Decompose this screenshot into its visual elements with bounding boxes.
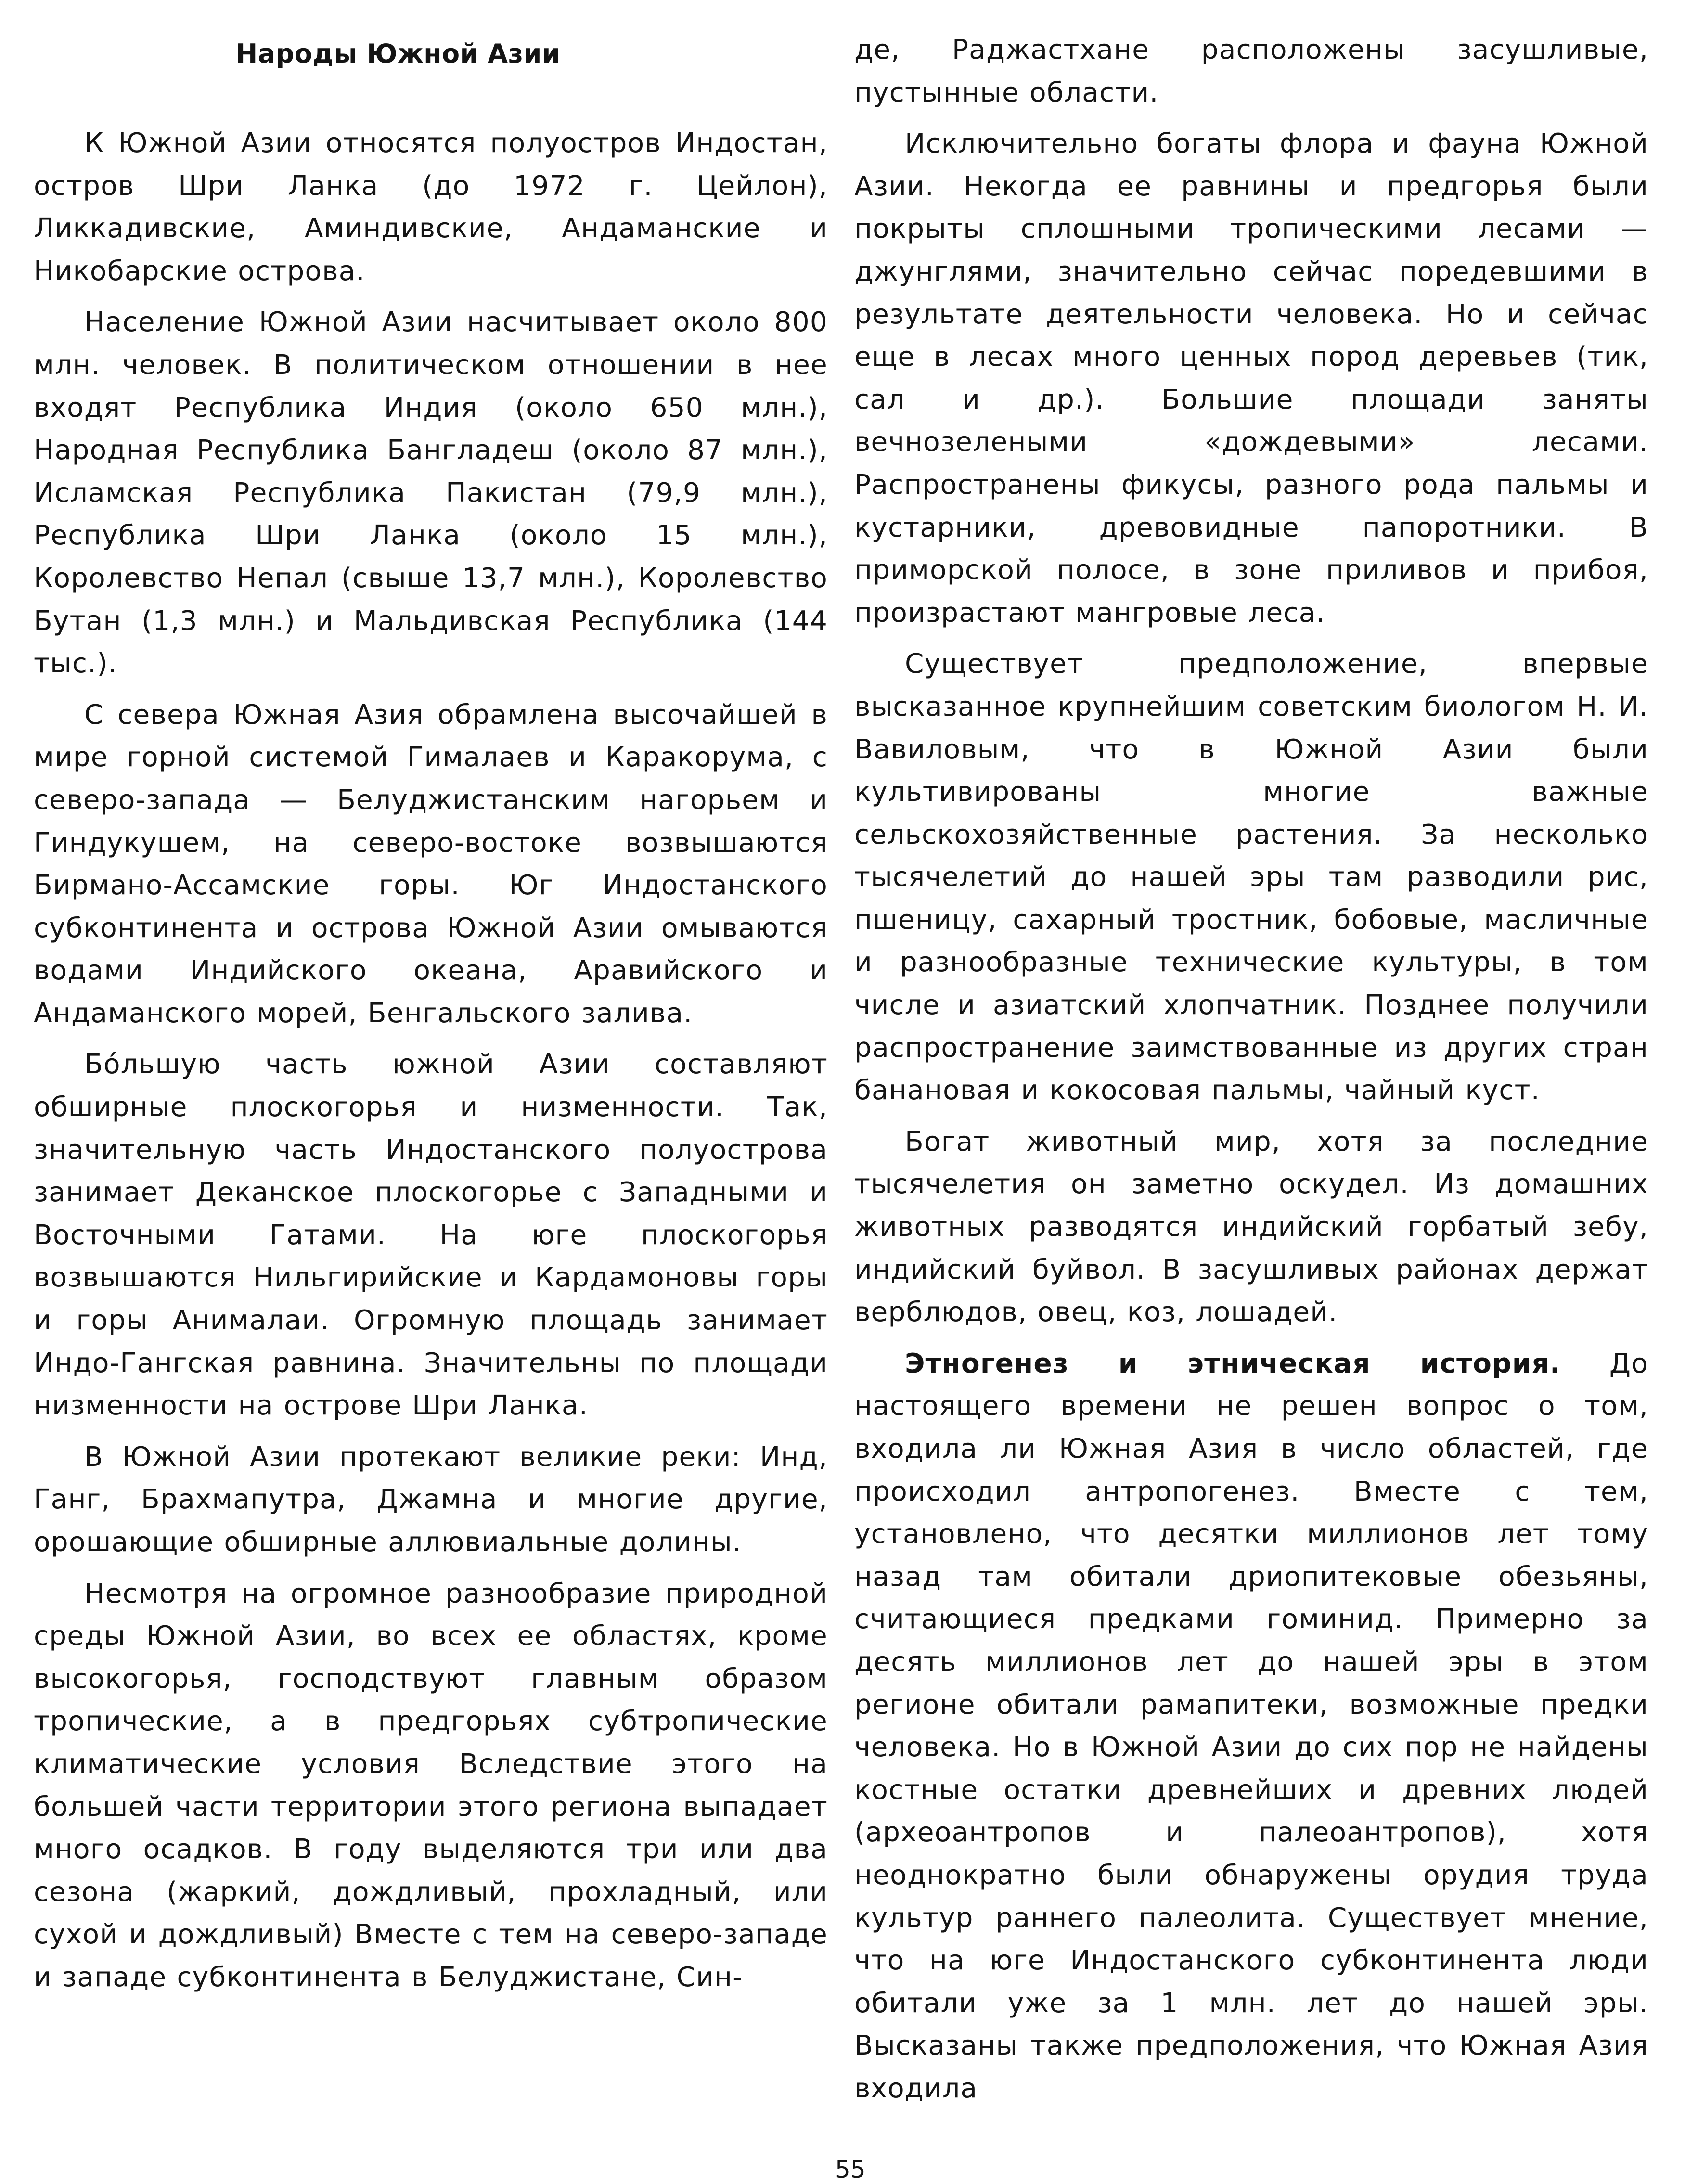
right-column [854, 29, 1648, 2119]
paragraph: К Южной Азии относятся полуостров Индостан, остров Шри Ланка (до 1972 г. Цейлон), Ликкадивские, Аминдивские, Андаманские и Никобарские острова. [34, 128, 828, 287]
paragraph: Несмотря на огромное разнообразие природной среды Южной Азии, во всех ее областях, кроме высокогорья, господствуют главным образом тропические, а в предгорьях субтропические климатические условия Вследствие этого на большей части территории этого региона выпадает много осадков. В году выделяются три или два сезона (жаркий, дождливый, прохладный, или сухой и дождливый) Вместе с тем на северо-западе и западе субконтинента в Белуджистане, Син- [34, 1578, 828, 1993]
paragraph: Население Южной Азии насчитывает около 800 млн. человек. В политическом отношении в нее входят Республика Индия (около 650 млн.), Народная Республика Бангладеш (около 87 млн.), Исламская Республика Пакистан (79,9 млн.), Республика Шри Ланка (около 15 млн.), Королевство Непал (свыше 13,7 млн.), Королевство Бутан (1,3 млн.) и Мальдивская Республика (144 тыс.). [34, 307, 828, 680]
page-number: 55 [835, 2156, 866, 2184]
left-column [34, 29, 828, 2008]
section-heading: Этногенез и этническая история. [905, 1348, 1561, 1379]
paragraph: С севера Южная Азия обрамлена высочайшей в мире горной системой Гималаев и Каракорума, с северо-запада — Белуджистанским нагорьем и Гиндукушем, на северо-востоке возвышаются Бирмано-Ассамские горы. Юг Индостанского субконтинента и острова Южной Азии омываются водами Индийского океана, Аравийского и Андаманского морей, Бенгальского залива. [34, 699, 828, 1029]
page-title: Народы Южной Азии [236, 39, 561, 69]
paragraph: Богат животный мир, хотя за последние тысячелетия он заметно оскудел. Из домашних животных разводятся индийский горбатый зебу, индийский буйвол. В засушливых районах держат верблюдов, овец, коз, лошадей. [854, 1126, 1648, 1328]
paragraph: В Южной Азии протекают великие реки: Инд, Ганг, Брахмапутра, Джамна и многие другие, орошающие обширные аллювиальные долины. [34, 1441, 828, 1558]
paragraph: Исключительно богаты флора и фауна Южной Азии. Некогда ее равнины и предгорья были покрыты сплошными тропическими лесами — джунглями, значительно сейчас поредевшими в результате деятельности человека. Но и сейчас еще в лесах много ценных пород деревьев (тик, сал и др.). Большие площади заняты вечнозелеными «дождевыми» лесами. Распространены фикусы, разного рода пальмы и кустарники, древовидные папоротники. В приморской полосе, в зоне приливов и прибоя, произрастают мангровые леса. [854, 128, 1648, 629]
paragraph: Бóльшую часть южной Азии составляют обширные плоскогорья и низменности. Так, значительную часть Индостанского полуострова занимает Деканское плоскогорье с Западными и Восточными Гатами. На юге плоскогорья возвышаются Нильгирийские и Кардамоновы горы и горы Анималаи. Огромную площадь занимает Индо-Гангская равнина. Значительны по площади низменности на острове Шри Ланка. [34, 1049, 828, 1422]
section-paragraph-ethnogenesis [854, 1343, 1648, 2110]
section-text: До настоящего времени не решен вопрос о том, входила ли Южная Азия в число областей, где происходил антропогенез. Вместе с тем, установлено, что десятки миллионов лет тому назад там обитали дриопитековые обезьяны, считающиеся предками гоминид. Примерно за десять миллионов лет до нашей эры в этом регионе обитали рамапитеки, возможные предки человека. Но в Южной Азии до сих пор не найдены костные остатки древнейших и древних людей (археоантропов и палеоантропов), хотя неоднократно были обнаружены орудия труда культур раннего палеолита. Существует мнение, что на юге Индостанского субконтинента люди обитали уже за 1 млн. лет до нашей эры. Высказаны также предположения, что Южная Азия входила [854, 1348, 1648, 2104]
paragraph: Существует предположение, впервые высказанное крупнейшим советским биологом Н. И. Вавиловым, что в Южной Азии были культивированы многие важные сельскохозяйственные растения. За несколько тысячелетий до нашей эры там разводили рис, пшеницу, сахарный тростник, бобовые, масличные и разнообразные технические культуры, в том числе и азиатский хлопчатник. Позднее получили распространение заимствованные из других стран банановая и кокосовая пальмы, чайный куст. [854, 648, 1648, 1106]
paragraph-continuation: де, Раджастхане расположены засушливые, пустынные области. [854, 34, 1648, 108]
